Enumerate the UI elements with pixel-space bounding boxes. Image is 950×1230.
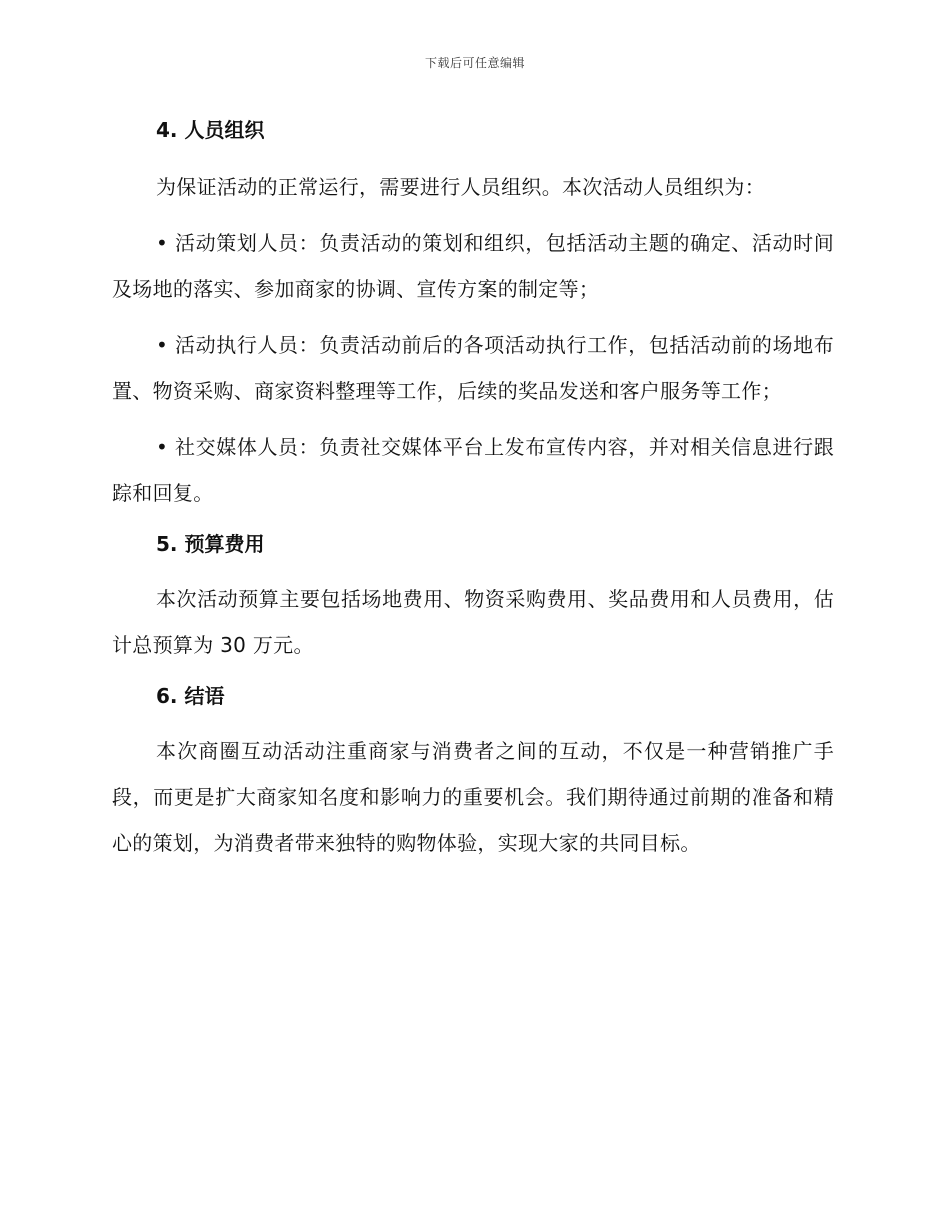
paragraph-conclusion: 本次商圈互动活动注重商家与消费者之间的互动，不仅是一种营销推广手段，而更是扩大商家知名度和影响力的重要机会。我们期待通过前期的准备和精心的策划，为消费者带来独特的购物体验，实现大家的共同目标。 — [112, 739, 834, 855]
section-heading-conclusion: 6. 结语 — [156, 684, 225, 708]
document-body — [112, 112, 834, 866]
page-header-note: 下载后可任意编辑 — [424, 56, 525, 70]
paragraph-budget: 本次活动预算主要包括场地费用、物资采购费用、奖品费用和人员费用，估计总预算为 30 万元。 — [112, 587, 834, 657]
section-heading-staffing: 4. 人员组织 — [156, 118, 265, 142]
list-item-social-media-staff: • 社交媒体人员：负责社交媒体平台上发布宣传内容，并对相关信息进行跟踪和回复。 — [112, 435, 834, 505]
section-heading-budget: 5. 预算费用 — [156, 532, 265, 556]
list-item-planning-staff: • 活动策划人员：负责活动的策划和组织，包括活动主题的确定、活动时间及场地的落实、参加商家的协调、宣传方案的制定等； — [112, 231, 834, 301]
list-item-execution-staff: • 活动执行人员：负责活动前后的各项活动执行工作，包括活动前的场地布置、物资采购、商家资料整理等工作，后续的奖品发送和客户服务等工作； — [112, 333, 834, 403]
paragraph-staffing-intro: 为保证活动的正常运行，需要进行人员组织。本次活动人员组织为： — [156, 175, 765, 199]
